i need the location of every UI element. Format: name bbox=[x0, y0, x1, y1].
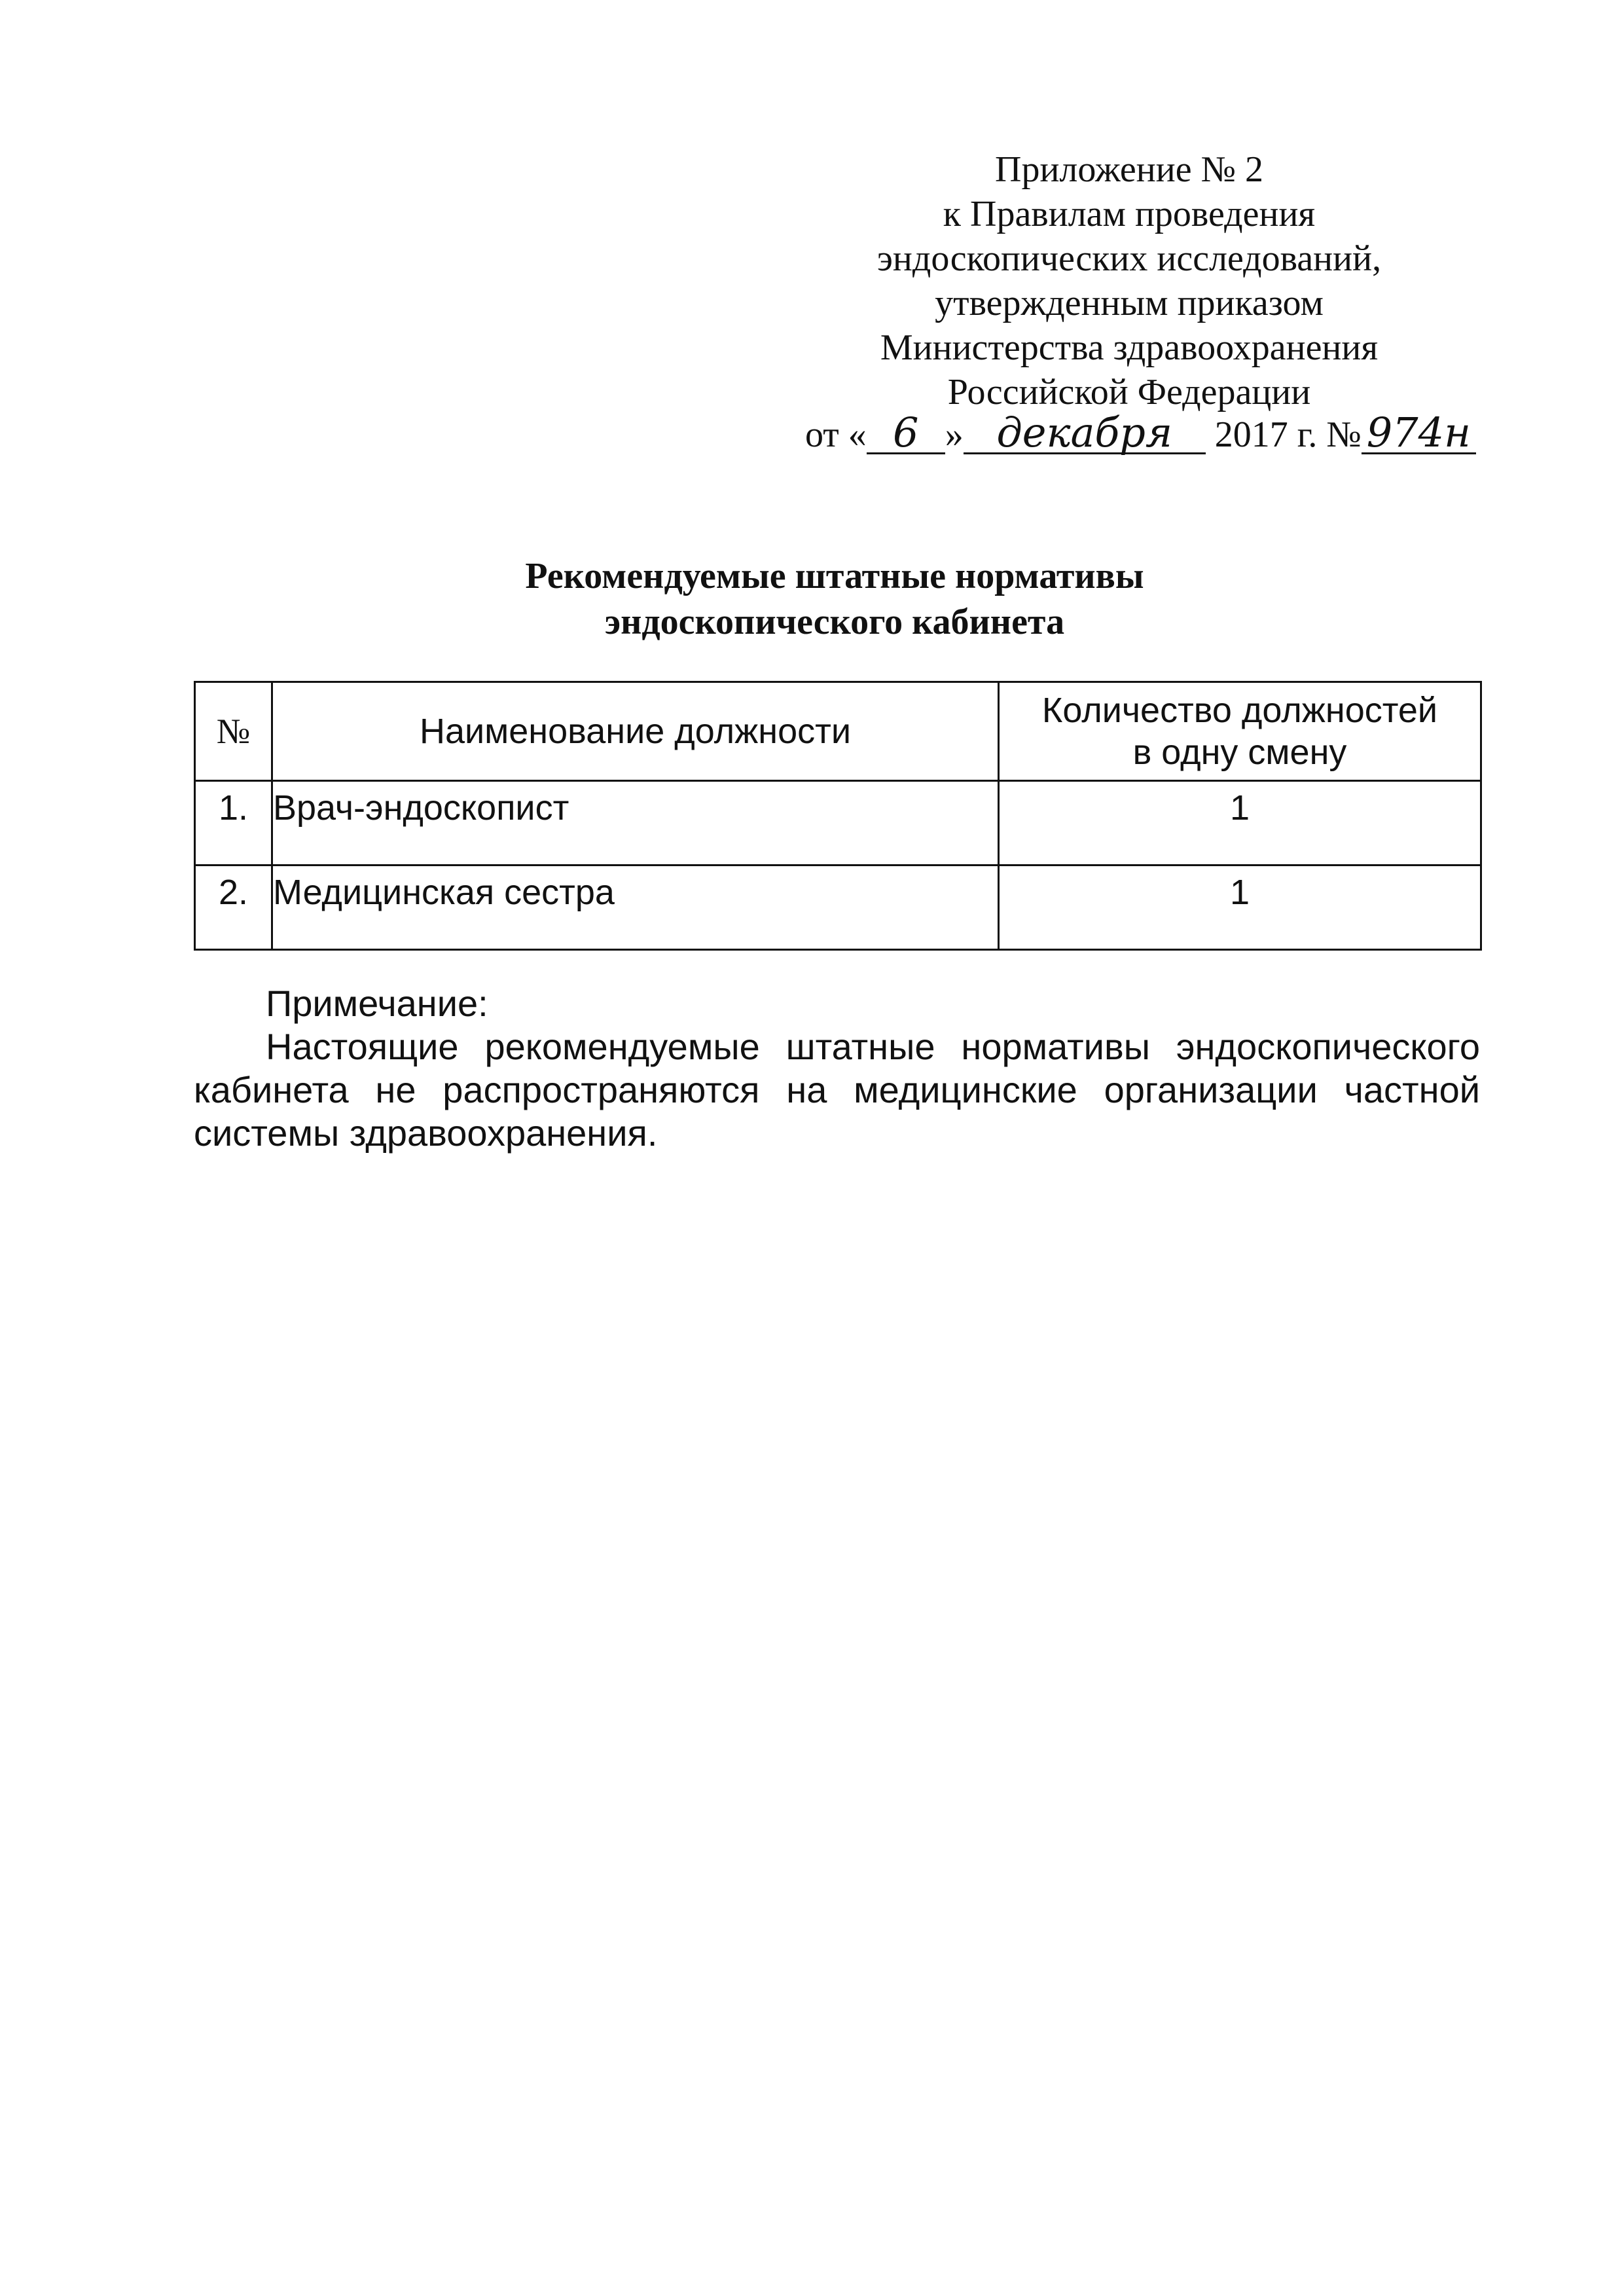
appendix-approved-by: утвержденным приказом bbox=[935, 283, 1324, 323]
date-day-handwritten: 6 bbox=[867, 413, 945, 454]
appendix-federation: Российской Федерации bbox=[947, 372, 1311, 412]
document-title-line-1: Рекомендуемые штатные нормативы bbox=[525, 556, 1144, 596]
date-prefix: от « bbox=[805, 414, 867, 455]
row-position-count: 1 bbox=[999, 866, 1481, 950]
note-text: Настоящие рекомендуемые штатные нормативы эндоскопического кабинета не распространяются на медицинские организации частной системы здравоохранения. bbox=[194, 1026, 1480, 1154]
order-number-handwritten: 974н bbox=[1362, 413, 1476, 454]
row-number: 2. bbox=[195, 866, 272, 950]
appendix-ministry: Министерства здравоохранения bbox=[880, 327, 1379, 368]
appendix-rules-subject: эндоскопических исследований, bbox=[876, 238, 1382, 279]
table-header-row bbox=[195, 682, 1481, 781]
note-section bbox=[194, 982, 1480, 1155]
row-position-count: 1 bbox=[999, 781, 1481, 866]
appendix-header bbox=[812, 147, 1447, 414]
document-title bbox=[0, 553, 1624, 645]
date-quote-close: » bbox=[945, 414, 964, 455]
appendix-rules-ref: к Правилам проведения bbox=[943, 194, 1316, 234]
header-position-count-line-2: в одну смену bbox=[1132, 733, 1347, 772]
table-row bbox=[195, 866, 1481, 950]
staff-norms-table bbox=[194, 681, 1482, 951]
document-title-line-2: эндоскопического кабинета bbox=[604, 602, 1065, 642]
header-position-count bbox=[999, 682, 1481, 781]
row-position-name: Медицинская сестра bbox=[272, 866, 999, 950]
note-label: Примечание: bbox=[266, 983, 488, 1024]
table-row bbox=[195, 781, 1481, 866]
header-position-name: Наименование должности bbox=[272, 682, 999, 781]
row-position-name: Врач-эндоскопист bbox=[272, 781, 999, 866]
date-year: 2017 г. № bbox=[1214, 414, 1362, 455]
order-date-line bbox=[805, 409, 1525, 457]
date-month-handwritten: декабря bbox=[964, 413, 1206, 454]
row-number: 1. bbox=[195, 781, 272, 866]
header-position-count-line-1: Количество должностей bbox=[1041, 691, 1438, 730]
appendix-number: Приложение № 2 bbox=[995, 149, 1263, 190]
header-number: № bbox=[195, 682, 272, 781]
